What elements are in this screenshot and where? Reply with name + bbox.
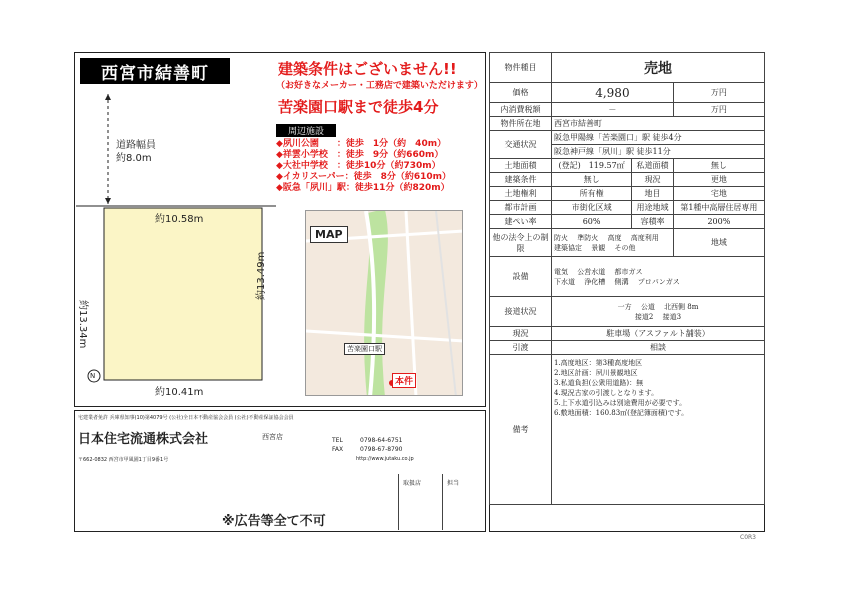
fax: 0798-67-8790 <box>360 446 403 453</box>
rights-value: 所有権 <box>552 187 632 201</box>
company-url[interactable]: http://www.jutaku.co.jp <box>356 456 414 462</box>
restriction-item: 準防火 <box>577 233 599 242</box>
facility-item: 都市ガス <box>614 267 643 276</box>
remark-item: 2.地区計画：夙川景観地区 <box>554 369 638 377</box>
nearby-list <box>276 139 451 194</box>
far-label: 容積率 <box>632 215 674 229</box>
stamp-box <box>442 474 484 530</box>
facility-item: プロパンガス <box>637 277 680 286</box>
lot-left-length: 約13.34m <box>77 300 88 349</box>
map-label: MAP <box>310 226 348 243</box>
remarks-label: 備考 <box>490 355 552 505</box>
remark-item: 1.高度地区：第3種高度地区 <box>554 359 643 367</box>
lot-top-length: 約10.58m <box>155 214 204 225</box>
remark-item: 4.現況古家の引渡しとなります。 <box>554 389 659 397</box>
headline-station: 苦楽園口駅まで徒歩4分 <box>278 98 439 116</box>
status-value: 駐車場（アスファルト舗装） <box>552 327 765 341</box>
rights-label: 土地権利 <box>490 187 552 201</box>
nearby-item: ◆大社中学校 ：徒歩10分（約730m） <box>276 161 441 171</box>
facilities-label: 設備 <box>490 257 552 297</box>
nearby-label: 周辺施設 <box>276 124 336 137</box>
type-label: 物件種目 <box>490 53 552 83</box>
category-label: 地目 <box>632 187 674 201</box>
district-label: 地域 <box>673 229 764 257</box>
building-cond-value: 無し <box>552 173 632 187</box>
price-unit: 万円 <box>673 83 764 103</box>
nearby-item: ◆夙川公園 ：徒歩 1分（約 40m） <box>276 139 447 149</box>
urban-value: 市街化区域 <box>552 201 632 215</box>
facility-item: 下水道 <box>554 277 575 286</box>
station-label: 苦楽園口駅 <box>344 343 385 355</box>
price-label: 価格 <box>490 83 552 103</box>
frontage-public: 公道 <box>640 302 655 311</box>
fax-label: FAX <box>332 446 344 453</box>
category-value: 宅地 <box>673 187 764 201</box>
restriction-item: 防火 <box>554 233 568 242</box>
tax-label: 内消費税額 <box>490 103 552 117</box>
nearby-item: ◆祥雲小学校 ：徒歩 9分（約660m） <box>276 150 444 160</box>
nearby-item: ◆イカリスーパー：徒歩 8分（約610m） <box>276 172 451 182</box>
zoning-value: 第1種中高層住居専用 <box>673 201 764 215</box>
private-road-label: 私道面積 <box>632 159 674 173</box>
facility-item: 公営水道 <box>577 267 606 276</box>
arrow-down-icon <box>105 198 111 204</box>
frontage-detail <box>552 297 765 327</box>
remark-item: 6.敷地面積：160.83㎡(登記簿面積)です。 <box>554 409 689 417</box>
road2: 接道2 <box>634 312 654 321</box>
coverage-label: 建ぺい率 <box>490 215 552 229</box>
tel-label: TEL <box>332 437 343 444</box>
headline-subtext: （お好きなメーカー・工務店で建築いただけます） <box>276 81 483 91</box>
company-name: 日本住宅流通株式会社 <box>78 432 209 447</box>
disclaimer: ※広告等全て不可 <box>222 514 326 529</box>
area-box <box>398 474 442 530</box>
traffic-2: 阪急神戸線「夙川」駅 徒歩11分 <box>552 145 765 159</box>
delivery-label: 引渡 <box>490 341 552 355</box>
remarks-list <box>552 355 765 505</box>
land-label: 土地面積 <box>490 159 552 173</box>
restrictions-label: 他の法令上の制限 <box>490 229 552 257</box>
tel: 0798-64-6751 <box>360 437 403 444</box>
property-table <box>489 52 765 505</box>
type-value: 売地 <box>552 53 765 83</box>
restriction-item: 高度 <box>607 233 622 242</box>
area-label: 取扱店 <box>403 480 422 487</box>
page-title: 西宮市結善町 <box>80 58 230 84</box>
private-road-value: 無し <box>673 159 764 173</box>
facility-item: 電気 <box>554 267 568 276</box>
tax-unit: 万円 <box>673 103 764 117</box>
headline-no-conditions: 建築条件はございません!! <box>278 60 457 78</box>
nearby-item: ◆阪急「夙川」駅：徒歩11分（約820m） <box>276 183 450 193</box>
land-value: (登記) 119.57㎡ <box>552 159 632 173</box>
traffic-1: 阪急甲陽線「苦楽園口」駅 徒歩4分 <box>552 131 765 145</box>
lot-right-length: 約13.49m <box>256 251 267 300</box>
restriction-item: 建築協定 <box>554 243 582 252</box>
frontage-dir: 北西側 <box>664 302 686 311</box>
branch-name: 西宮店 <box>262 433 283 441</box>
frontage-value: 一方 <box>617 302 632 311</box>
coverage-value: 60% <box>552 215 632 229</box>
north-label: N <box>90 372 96 380</box>
delivery-value: 相談 <box>552 341 765 355</box>
facility-item: 側溝 <box>614 277 629 286</box>
license-notice: 宅建業者免許 兵庫県知事(10)第4079号 (公社)全日本不動産協会会員 (公社)不動産保証協会会員 <box>78 415 294 421</box>
far-value: 200% <box>673 215 764 229</box>
traffic-label: 交通状況 <box>490 131 552 159</box>
frontage-label: 接道状況 <box>490 297 552 327</box>
restrictions-list <box>552 229 674 257</box>
restriction-item: 景観 <box>591 243 606 252</box>
tax-value: － <box>552 103 674 117</box>
lot-shape <box>104 208 262 380</box>
stamp-label: 担当 <box>447 480 460 487</box>
footnote: C0R3 <box>740 534 756 541</box>
frontage-width: 8m <box>687 302 699 311</box>
arrow-up-icon <box>105 94 111 100</box>
location-label: 物件所在地 <box>490 117 552 131</box>
remark-item: 3.私道負担(公衆用道路)：無 <box>554 379 644 387</box>
zoning-label: 用途地域 <box>632 201 674 215</box>
road-width: 約8.0m <box>116 153 152 164</box>
current-value: 更地 <box>673 173 764 187</box>
restriction-item: 高度利用 <box>630 233 659 242</box>
facilities-list <box>552 257 765 297</box>
remark-item: 5.上下水道引込みは別途費用が必要です。 <box>554 399 687 407</box>
facility-item: 浄化槽 <box>584 277 606 286</box>
price-value: 4,980 <box>552 83 674 103</box>
status-label: 現況 <box>490 327 552 341</box>
current-label: 現況 <box>632 173 674 187</box>
building-cond-label: 建築条件 <box>490 173 552 187</box>
lot-bottom-length: 約10.41m <box>155 387 204 398</box>
urban-label: 都市計画 <box>490 201 552 215</box>
road3: 接道3 <box>662 312 682 321</box>
road-label: 道路幅員 <box>116 140 156 151</box>
property-label: 本件 <box>392 373 416 388</box>
restriction-item: その他 <box>614 243 636 252</box>
location-value: 西宮市結善町 <box>552 117 765 131</box>
lot-diagram <box>76 86 286 402</box>
company-address: 〒662-0832 西宮市甲風園1丁目9番1号 <box>78 457 169 463</box>
